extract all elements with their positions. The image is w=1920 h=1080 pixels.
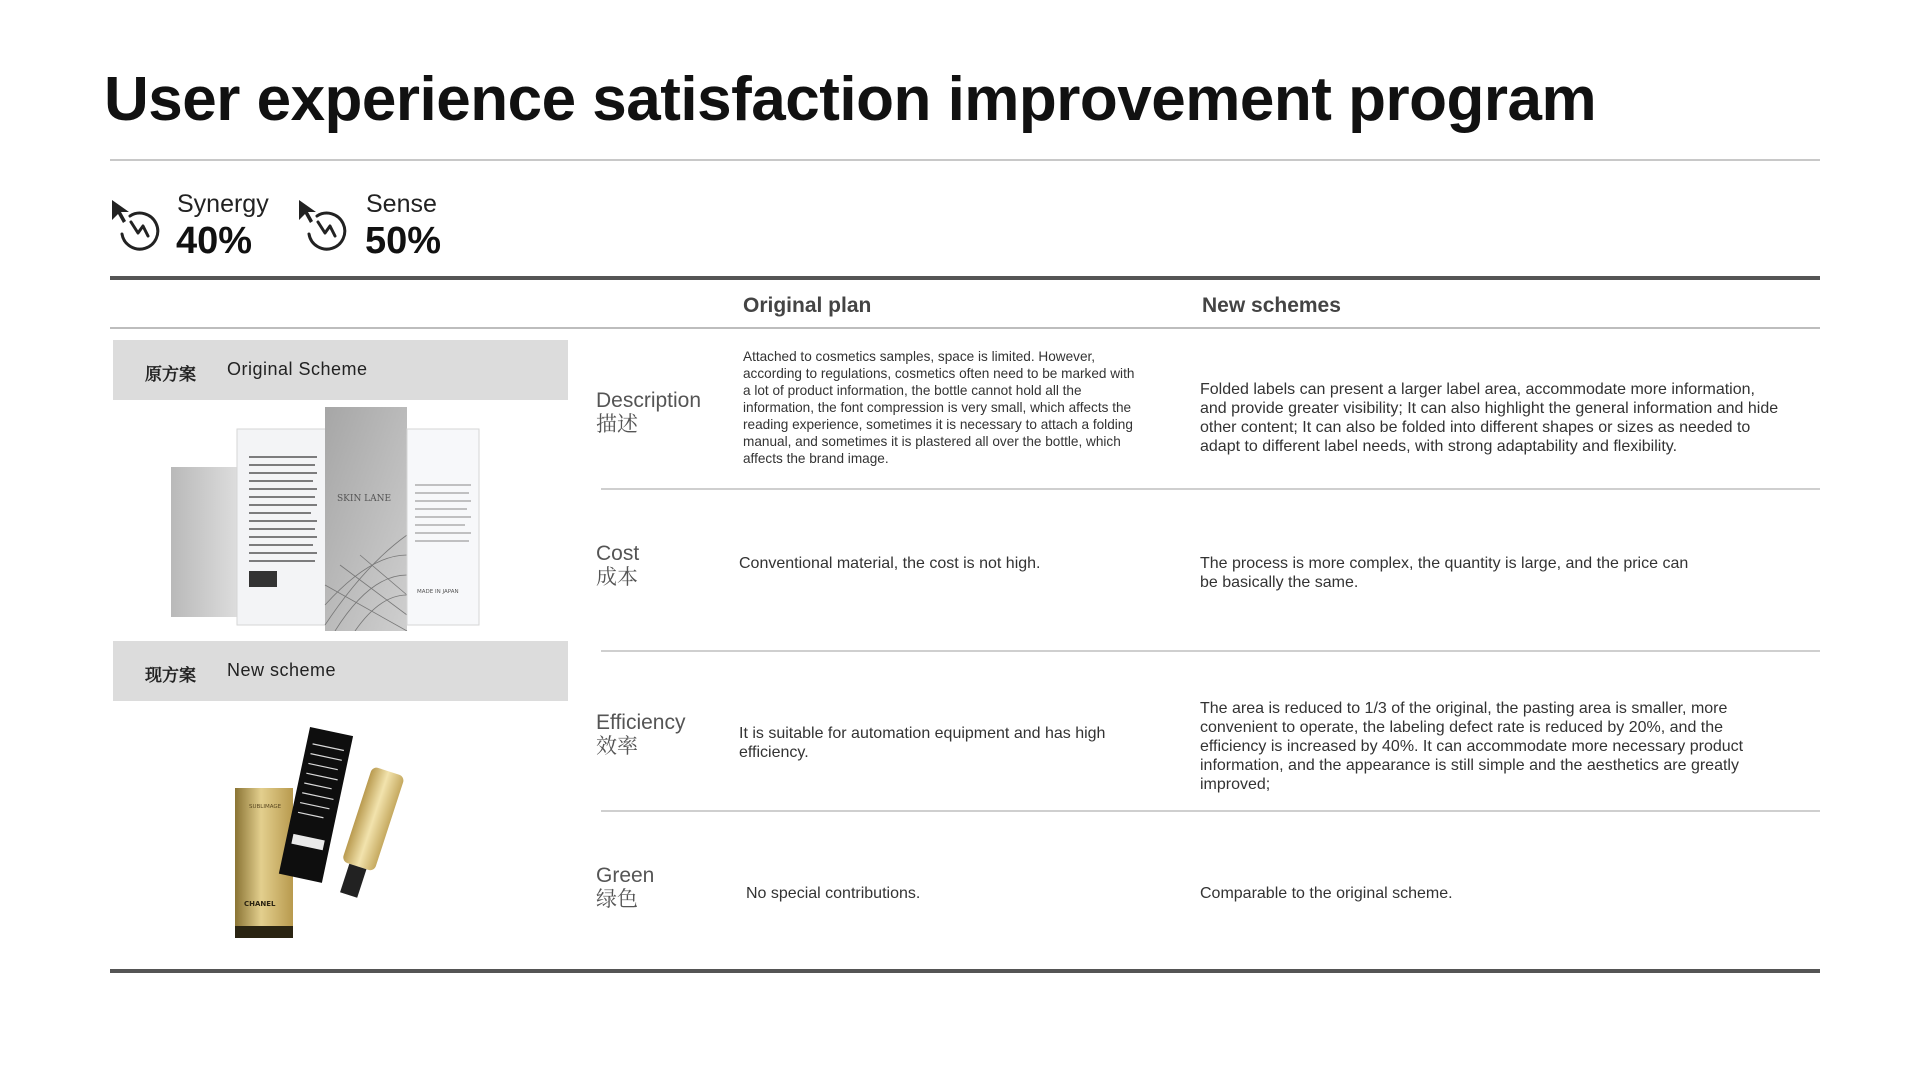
row-label-en: Green xyxy=(596,864,655,887)
new-product-photo xyxy=(225,720,445,950)
row-divider xyxy=(601,650,1820,652)
cell-efficiency-original: It is suitable for automation equipment and has high efficiency. xyxy=(739,725,1106,761)
row-label-en: Cost xyxy=(596,542,640,565)
cell-efficiency-new: The area is reduced to 1/3 of the original, the pasting area is smaller, more convenient to operate, the labeling defect rate is reduced by 20%, and the efficiency is increased by 40%. It can accommodate more necessary product information, and the appearance is still simple and the aesthetics are greatly improved; xyxy=(1200,700,1744,793)
row-label-zh: 描述 xyxy=(596,413,638,436)
cursor-refresh-icon xyxy=(110,196,166,254)
row-label-efficiency xyxy=(596,711,686,759)
title-divider xyxy=(110,159,1820,161)
cell-description-new: Folded labels can present a larger label area, accommodate more information, and provide greater visibility; It can also highlight the general information and hide other content; It can also be folded into different shapes or sizes as needed to adapt to different label needs, with strong adaptability and flexibility. xyxy=(1200,381,1779,455)
row-divider xyxy=(601,488,1820,490)
scheme-label-en: Original Scheme xyxy=(227,359,368,379)
cell-cost-original: Conventional material, the cost is not high. xyxy=(739,555,1041,572)
stat-sense xyxy=(297,196,353,259)
row-label-green xyxy=(596,864,654,912)
product-text: SUBLIMAGE xyxy=(249,804,282,810)
original-product-photo xyxy=(165,405,485,631)
stat-label-sense: Sense xyxy=(366,190,437,218)
stat-value-sense: 50% xyxy=(365,220,442,262)
cell-cost-new: The process is more complex, the quantity is large, and the price can be basically the same. xyxy=(1200,555,1689,591)
stat-value-synergy: 40% xyxy=(176,220,253,262)
brand-text: SKIN LANE xyxy=(337,494,392,504)
row-label-description xyxy=(596,389,701,437)
made-in-text: MADE IN JAPAN xyxy=(417,589,459,595)
page-title: User experience satisfaction improvement program xyxy=(104,65,1597,134)
scheme-bar-new xyxy=(113,641,568,701)
stat-synergy xyxy=(110,196,166,259)
table-bottom-border xyxy=(110,969,1820,973)
column-header-original: Original plan xyxy=(743,294,872,317)
stat-label-synergy: Synergy xyxy=(177,190,269,218)
row-label-en: Description xyxy=(596,389,702,412)
cell-description-original: Attached to cosmetics samples, space is limited. However, according to regulations, cosmetics often need to be marked with a lot of product information, the bottle cannot hold all the information, the font compression is very small, which affects the reading experience, sometimes it is necessary to attach a folding manual, and sometimes it is plastered all over the bottle, which affects the brand image. xyxy=(743,349,1135,466)
cell-green-new: Comparable to the original scheme. xyxy=(1200,885,1453,902)
table-top-border xyxy=(110,276,1820,280)
row-divider xyxy=(601,810,1820,812)
scheme-label-en: New scheme xyxy=(227,660,337,680)
scheme-bar-original xyxy=(113,340,568,400)
scheme-label-zh: 原方案 xyxy=(145,365,196,384)
row-label-zh: 成本 xyxy=(596,566,638,589)
row-label-zh: 效率 xyxy=(596,735,638,758)
column-header-new: New schemes xyxy=(1202,294,1341,317)
row-label-en: Efficiency xyxy=(596,711,686,734)
cursor-refresh-icon xyxy=(297,196,353,254)
cell-green-original: No special contributions. xyxy=(746,885,921,902)
chanel-brand-text: CHANEL xyxy=(244,900,276,908)
row-label-zh: 绿色 xyxy=(596,888,638,911)
header-divider xyxy=(110,327,1820,329)
scheme-label-zh: 现方案 xyxy=(145,666,196,685)
row-label-cost xyxy=(596,542,639,590)
